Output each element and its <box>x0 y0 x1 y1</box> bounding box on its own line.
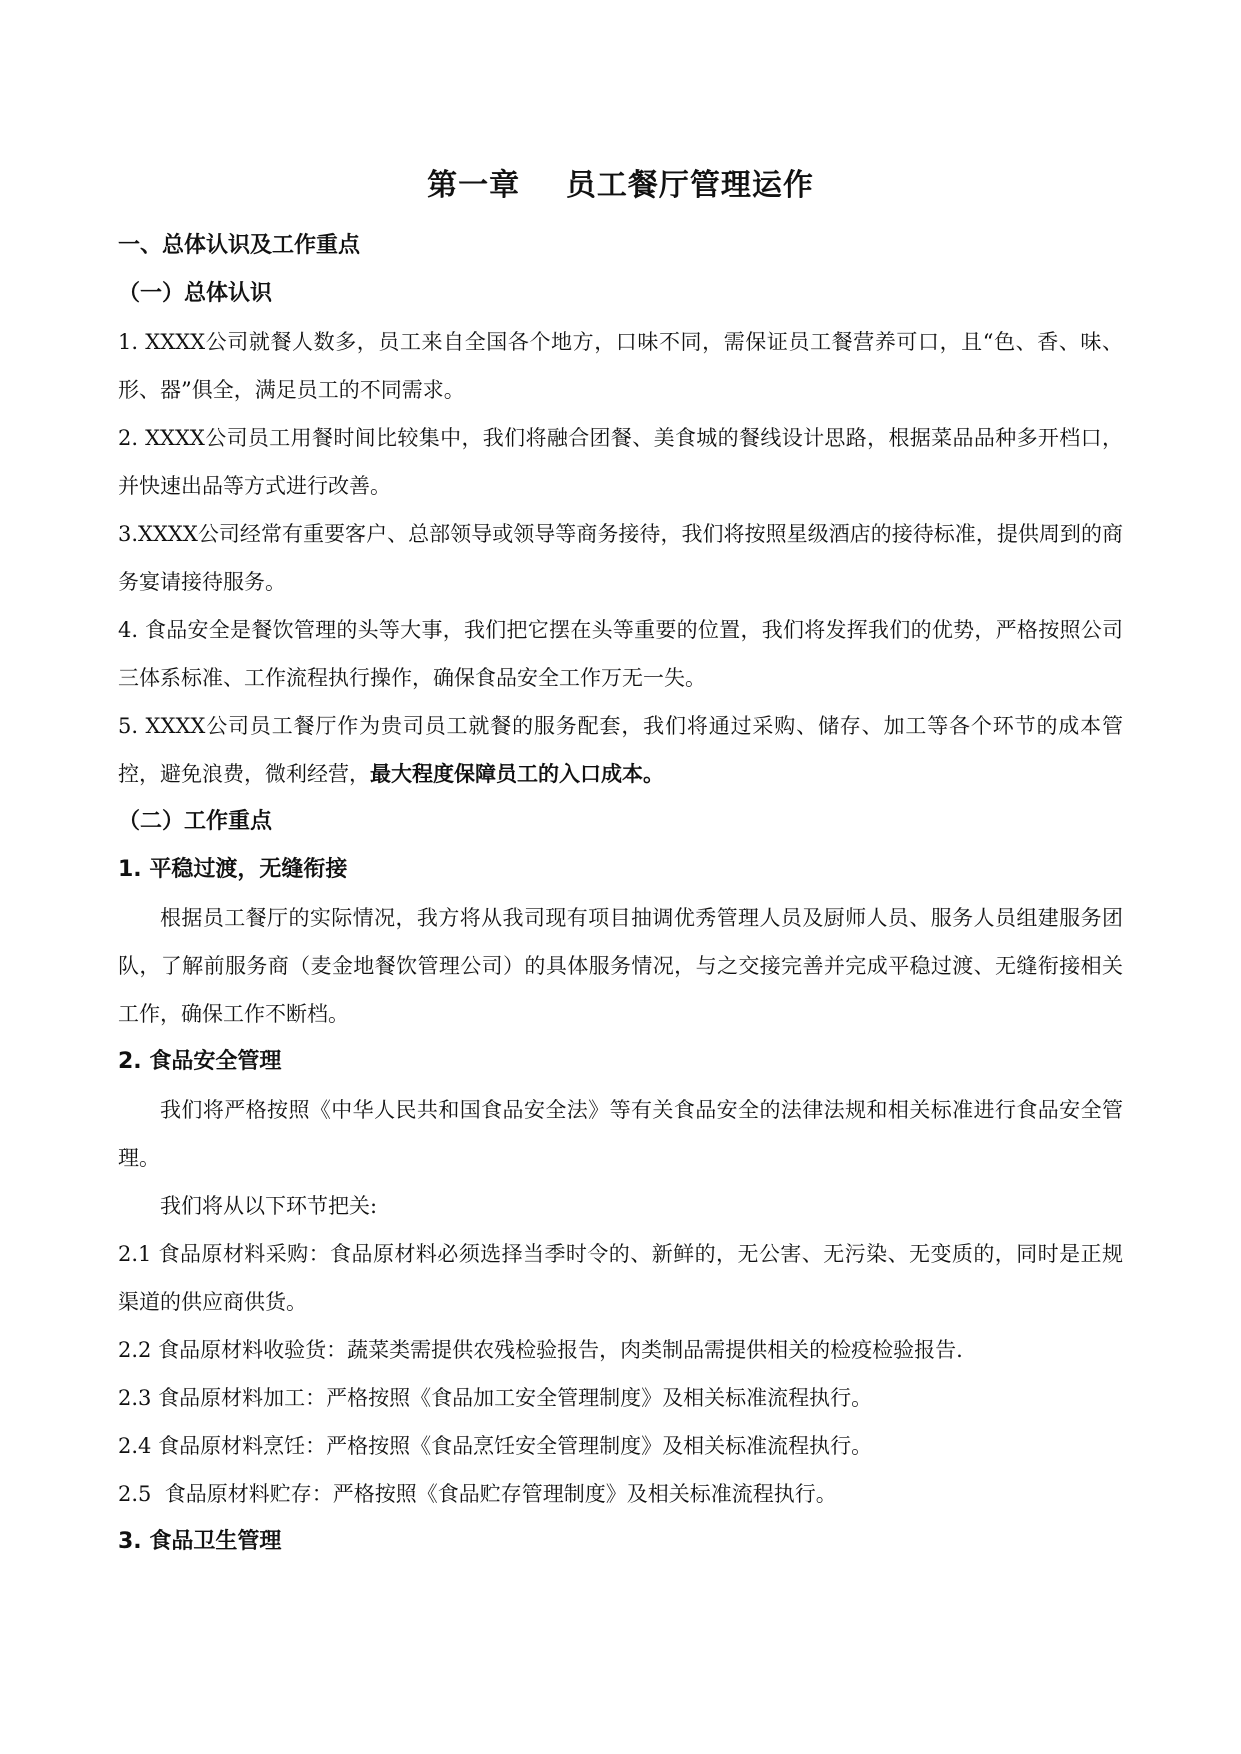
subsection-heading-focus: （二）工作重点 <box>118 809 273 834</box>
numbered-heading-transition: 1. 平稳过渡，无缝衔接 <box>118 857 348 882</box>
paragraph-checkpoints: 我们将从以下环节把关: <box>160 1194 378 1218</box>
step-item: 2.4 食品原材料烹饪：严格按照《食品烹饪安全管理制度》及相关标准流程执行。 <box>118 1434 873 1458</box>
step-item: 2.1 食品原材料采购：食品原材料必须选择当季时令的、新鲜的，无公害、无污染、无变质的，同时是正规渠道的供应商供货。 <box>118 1242 1123 1314</box>
list-item-emphasis: 最大程度保障员工的入口成本。 <box>370 762 664 786</box>
step-item: 2.3 食品原材料加工：严格按照《食品加工安全管理制度》及相关标准流程执行。 <box>118 1386 873 1410</box>
subsection-heading-general: （一）总体认识 <box>118 281 273 306</box>
chapter-title: 第一章 员工餐厅管理运作 <box>427 168 814 203</box>
section-heading-overview: 一、总体认识及工作重点 <box>118 233 361 258</box>
numbered-heading-food-safety: 2. 食品安全管理 <box>118 1049 282 1074</box>
list-item-text: 5. XXXX公司员工餐厅作为贵司员工就餐的服务配套，我们将通过采购、储存、加工等各个环节的成本管控，避免浪费，微利经营， <box>118 714 1123 786</box>
list-item: 1. XXXX公司就餐人数多，员工来自全国各个地方，口味不同，需保证员工餐营养可口，且“色、香、味、形、器”俱全，满足员工的不同需求。 <box>118 330 1123 402</box>
paragraph-transition: 根据员工餐厅的实际情况，我方将从我司现有项目抽调优秀管理人员及厨师人员、服务人员组建服务团队，了解前服务商（麦金地餐饮管理公司）的具体服务情况，与之交接完善并完成平稳过渡、无缝衔接相关工作，确保工作不断档。 <box>118 906 1123 1026</box>
list-item: 2. XXXX公司员工用餐时间比较集中，我们将融合团餐、美食城的餐线设计思路，根据菜品品种多开档口，并快速出品等方式进行改善。 <box>118 426 1123 498</box>
list-item <box>118 702 1123 798</box>
step-item: 2.2 食品原材料收验货：蔬菜类需提供农残检验报告，肉类制品需提供相关的检疫检验报告. <box>118 1338 963 1362</box>
list-item: 3.XXXX公司经常有重要客户、总部领导或领导等商务接待，我们将按照星级酒店的接待标准，提供周到的商务宴请接待服务。 <box>118 522 1123 594</box>
document-body <box>118 222 1123 1566</box>
list-item: 4. 食品安全是餐饮管理的头等大事，我们把它摆在头等重要的位置，我们将发挥我们的优势，严格按照公司三体系标准、工作流程执行操作，确保食品安全工作万无一失。 <box>118 618 1123 690</box>
numbered-heading-hygiene: 3. 食品卫生管理 <box>118 1529 282 1554</box>
step-item: 2.5 食品原材料贮存：严格按照《食品贮存管理制度》及相关标准流程执行。 <box>118 1482 837 1506</box>
paragraph-food-safety: 我们将严格按照《中华人民共和国食品安全法》等有关食品安全的法律法规和相关标准进行食品安全管理。 <box>118 1098 1123 1170</box>
